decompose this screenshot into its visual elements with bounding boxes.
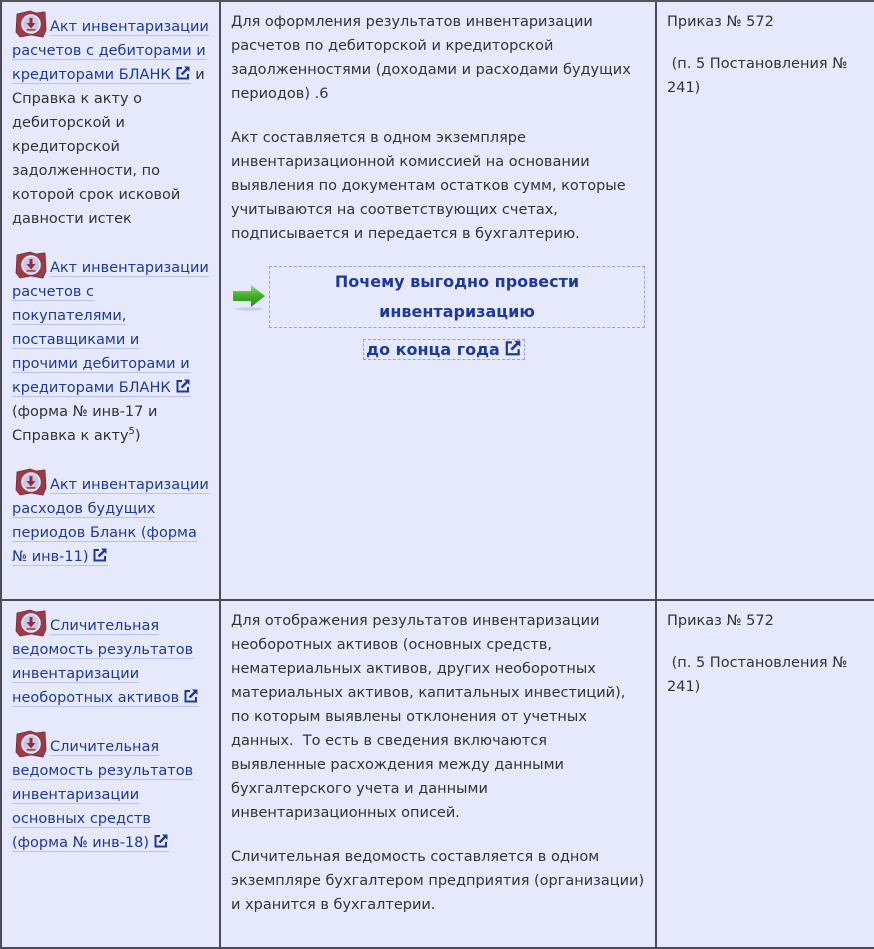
external-link-icon[interactable] <box>92 547 108 563</box>
promo-link-text: до конца года <box>366 340 500 359</box>
form-note: и Справка к акту о дебиторской и кредиторской задолженности, по которой срок исковой давности истек <box>12 67 205 227</box>
table-row <box>1 1 874 601</box>
resolution-reference: (п. 5 Постановления № 241) <box>667 655 852 695</box>
legal-basis-cell <box>656 600 874 948</box>
forms-cell <box>1 600 220 948</box>
order-reference: Приказ № 572 <box>667 613 774 629</box>
green-arrow-icon <box>231 283 269 311</box>
form-link-text: Сличительная ведомость результатов инвентаризации необоротных активов <box>12 618 194 706</box>
description-paragraph: Акт составляется в одном экземпляре инвентаризационной комиссией на основании выявления по документам остатков сумм, которые учитываются на соответствующих счетах, подписывается и передается в бухгалтерию. <box>231 130 626 242</box>
form-link-text: Акт инвентаризации расчетов с покупателями, поставщиками и прочими дебиторами и кредиторами БЛАНК <box>12 260 209 396</box>
description-cell <box>220 600 656 948</box>
description-cell <box>220 1 656 601</box>
form-entry <box>12 251 209 448</box>
form-entry <box>12 730 209 855</box>
form-link-text: Сличительная ведомость результатов инвентаризации основных средств (форма № инв-18) <box>12 739 194 851</box>
form-entry <box>12 609 209 710</box>
pdf-download-icon[interactable] <box>14 609 48 637</box>
external-link-icon[interactable] <box>175 378 191 394</box>
external-link-icon[interactable] <box>504 339 522 357</box>
promo-block <box>231 266 645 368</box>
form-entry <box>12 10 209 231</box>
external-link-icon[interactable] <box>183 688 199 704</box>
pdf-download-icon[interactable] <box>14 10 48 38</box>
promo-link-inventory-before-year-end-cont[interactable] <box>363 339 525 360</box>
form-note-close: ) <box>134 428 141 444</box>
description-paragraph: Сличительная ведомость составляется в одном экземпляре бухгалтером предприятия (организации) и хранится в бухгалтерии. <box>231 849 645 913</box>
description-paragraph: Для оформления результатов инвентаризации расчетов по дебиторской и кредиторской задолженностями (доходами и расходами будущих периодов) .6 <box>231 14 631 102</box>
forms-cell <box>1 1 220 601</box>
table-row <box>1 600 874 948</box>
footnote-ref[interactable]: 5 <box>128 426 135 438</box>
resolution-reference: (п. 5 Постановления № 241) <box>667 56 852 96</box>
form-link-text: Акт инвентаризации расходов будущих периодов Бланк (форма № инв-11) <box>12 477 209 565</box>
promo-link-inventory-before-year-end[interactable]: Почему выгодно провести инвентаризацию <box>269 266 645 328</box>
pdf-download-icon[interactable] <box>14 730 48 758</box>
form-note: (форма № инв-17 и Справка к акту <box>12 404 158 444</box>
description-paragraph: Для отображения результатов инвентаризации необоротных активов (основных средств, нематериальных активов, других необоротных материальных активов, капитальных инвестиций), по которым выявлены отклонения от учетных данных. То есть в сведения включаются выявленные расхождения между данными бухгалтерского учета и данными инвентаризационных описей. <box>231 613 630 821</box>
order-reference: Приказ № 572 <box>667 14 774 30</box>
form-entry <box>12 468 209 569</box>
pdf-download-icon[interactable] <box>14 251 48 279</box>
pdf-download-icon[interactable] <box>14 468 48 496</box>
form-link-inv-17[interactable] <box>12 260 209 397</box>
external-link-icon[interactable] <box>175 65 191 81</box>
legal-basis-cell <box>656 1 874 601</box>
form-link-text: Акт инвентаризации расчетов с дебиторами и кредиторами БЛАНК <box>12 19 209 83</box>
external-link-icon[interactable] <box>153 833 169 849</box>
